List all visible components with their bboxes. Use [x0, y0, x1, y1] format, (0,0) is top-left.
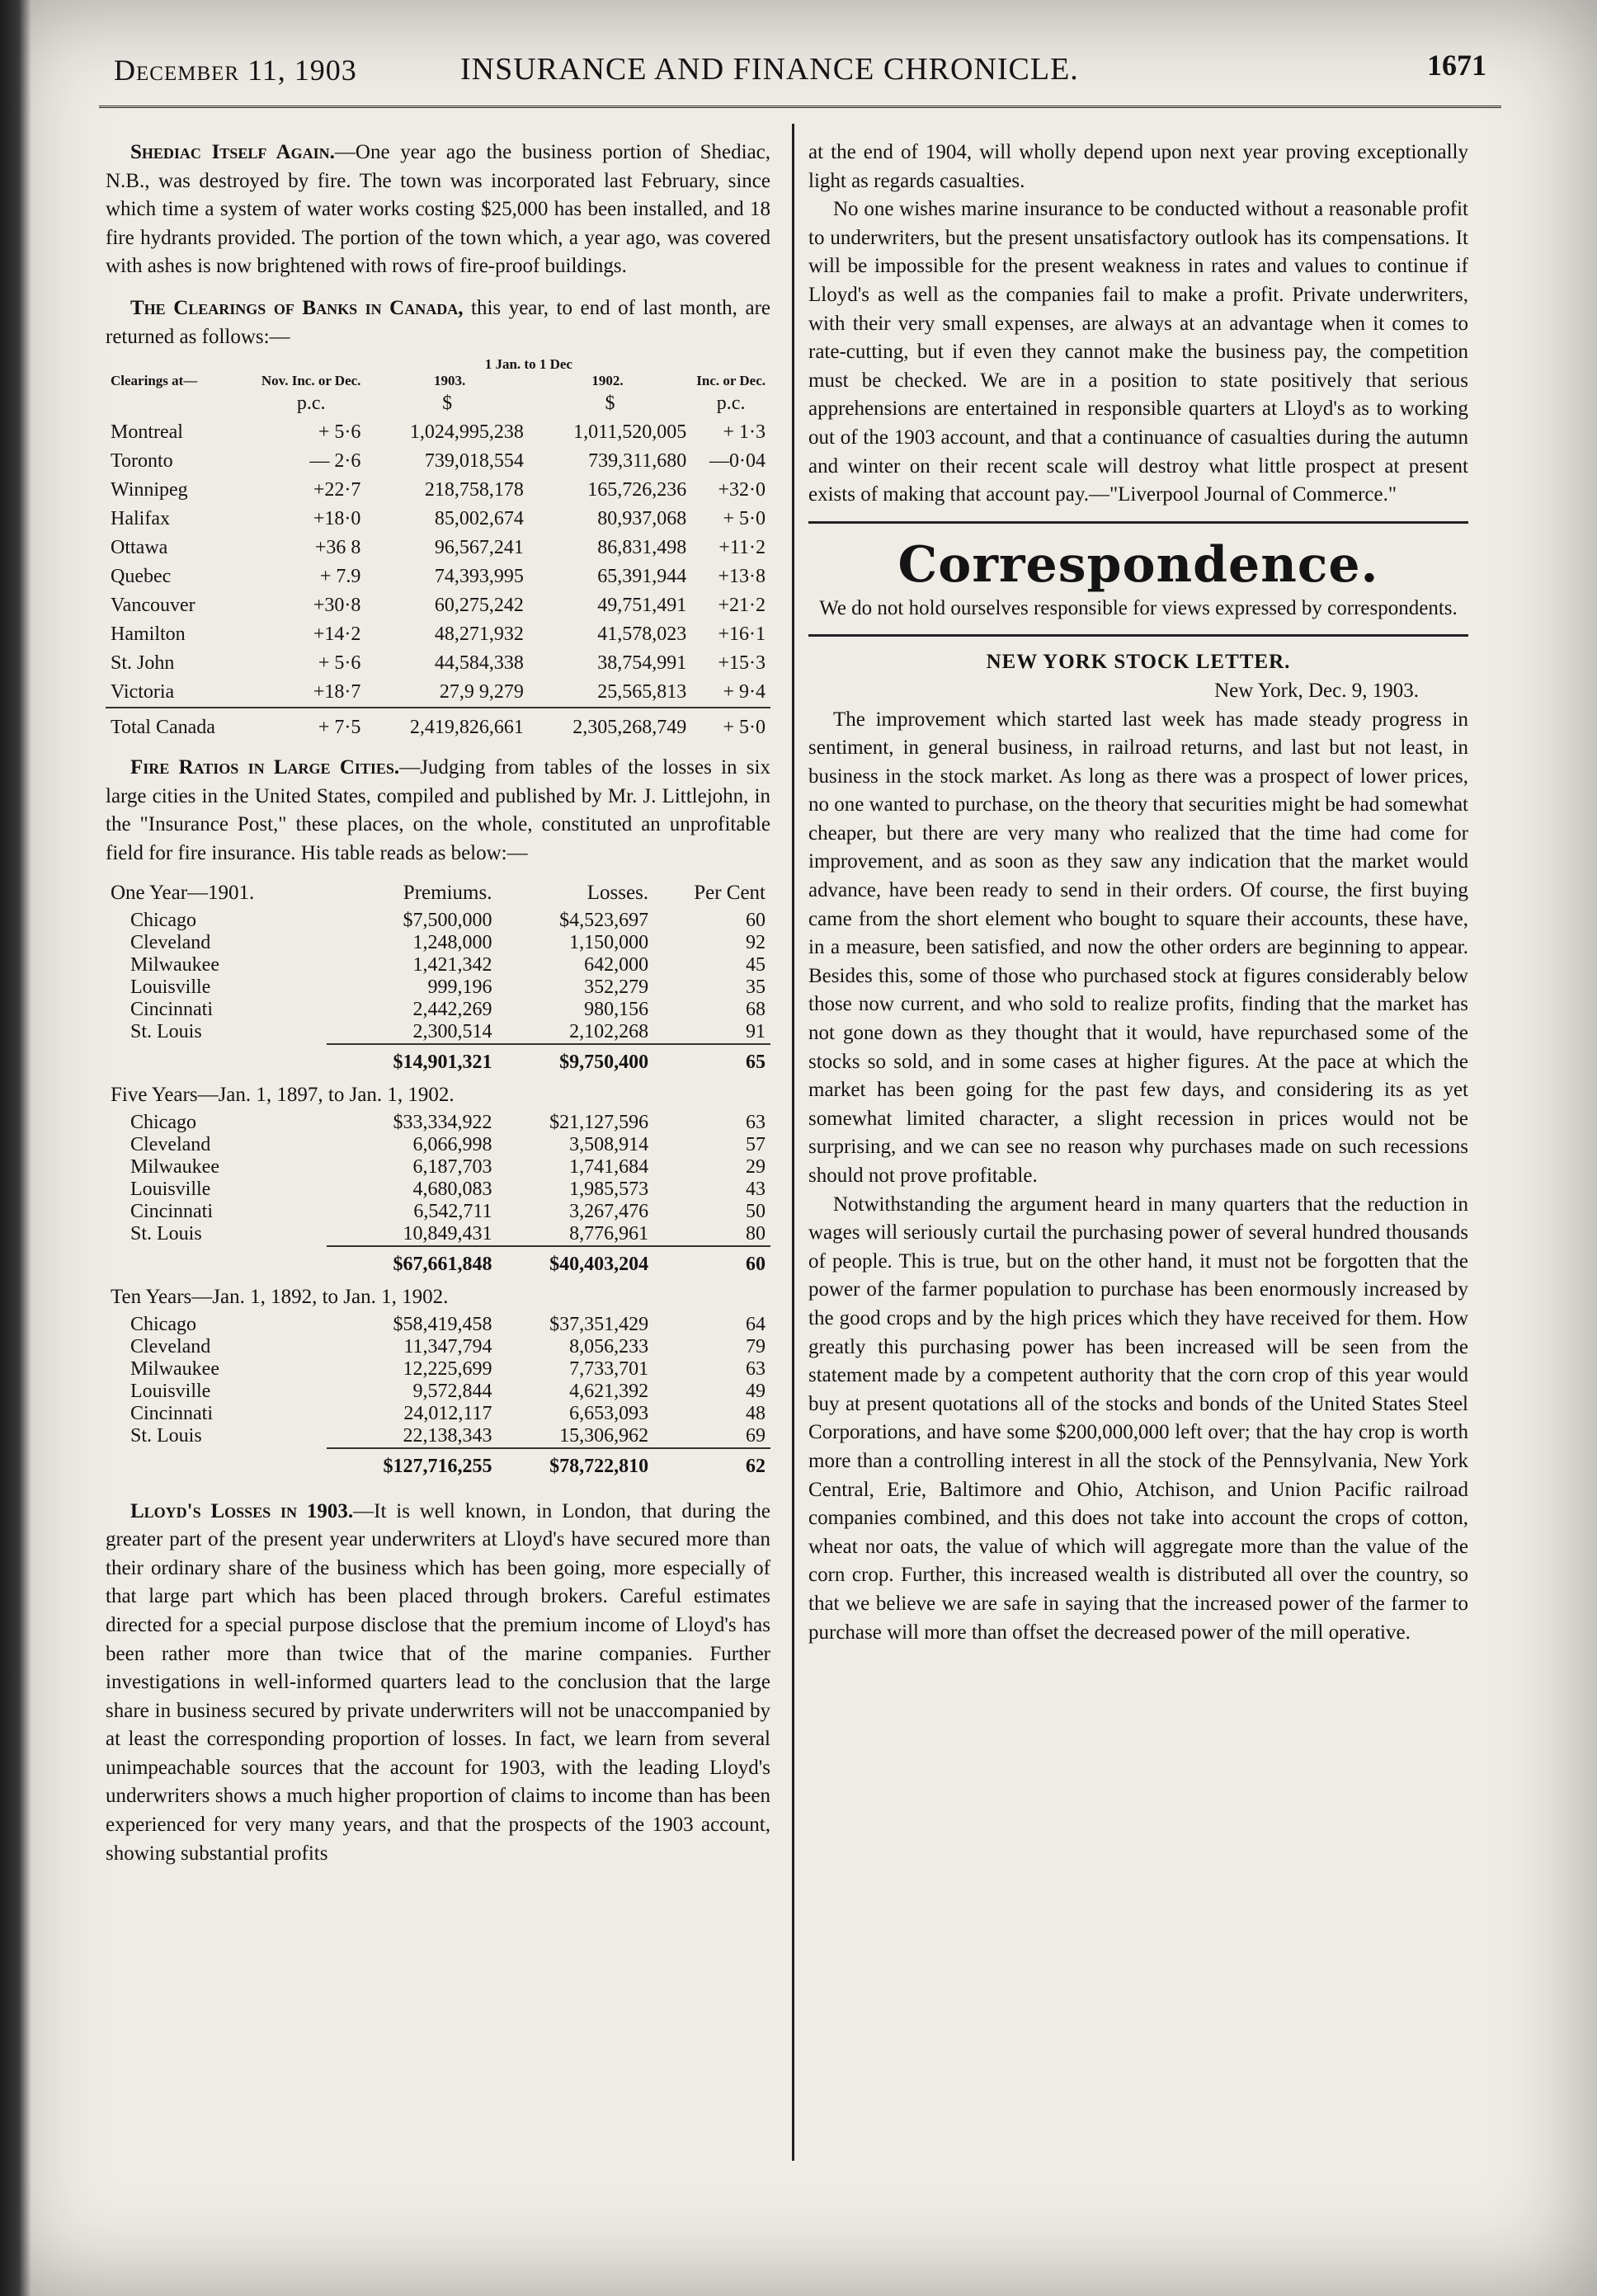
fire-total-pct: 60: [653, 1246, 770, 1281]
clearings-city: Victoria: [111, 681, 175, 703]
clearings-1902: 49,751,491: [597, 595, 687, 617]
fire-row: [106, 932, 770, 954]
fire-losses: $4,523,697: [559, 909, 649, 931]
clearings-nov: +22·7: [313, 479, 361, 501]
fire-pct: 69: [746, 1424, 766, 1447]
fire-premiums: 999,196: [427, 976, 492, 998]
fire-premiums: 6,542,711: [413, 1200, 492, 1222]
fire-row: [106, 1336, 770, 1358]
letter-dateline: New York, Dec. 9, 1903.: [1214, 679, 1419, 702]
col-jan-group: [365, 356, 691, 389]
clearings-row: [106, 562, 770, 591]
fire-losses: $37,351,429: [549, 1313, 649, 1335]
fire-premiums-header: Premiums.: [403, 881, 492, 904]
clearings-article: [106, 294, 770, 351]
fire-losses-header: Losses.: [587, 881, 649, 904]
fire-pct: 79: [746, 1335, 766, 1357]
fire-city: Louisville: [130, 976, 211, 998]
fire-group-label: One Year—1901.: [111, 881, 255, 904]
clearings-nov: + 5·6: [318, 421, 361, 444]
fire-city: Louisville: [130, 1380, 211, 1402]
total-label: Total Canada: [106, 708, 257, 742]
fire-pct: 92: [746, 931, 766, 953]
clearings-1903: 74,393,995: [434, 566, 524, 588]
fire-row: [106, 976, 770, 999]
column-divider: [792, 124, 794, 2161]
clearings-nov: +18·0: [313, 508, 361, 530]
fire-row: [106, 1156, 770, 1179]
fire-city: St. Louis: [130, 1021, 202, 1043]
fire-row: [106, 1134, 770, 1156]
fire-group-header: [106, 877, 770, 910]
fire-ratios-heading: Fire Ratios in Large Cities.: [130, 756, 400, 779]
fire-ratios-body: —Judging from tables of the losses in six large cities in the United States, compiled and published by Mr. J. Littlejohn, in the "Insurance Post," these places, on the whole, constituted an unprofitable field for fire insurance. His table reads as below:—: [106, 756, 770, 864]
fire-pct: 60: [746, 909, 766, 931]
total-inc: + 5·0: [691, 708, 770, 742]
clearings-city: Quebec: [111, 566, 172, 588]
fire-pct: 35: [746, 976, 766, 998]
header-title: INSURANCE AND FINANCE CHRONICLE.: [460, 52, 1079, 87]
fire-total-row: [106, 1246, 770, 1281]
clearings-1902: 165,726,236: [587, 479, 687, 501]
unit-pc: p.c.: [716, 393, 746, 415]
fire-losses: 7,733,701: [569, 1357, 649, 1380]
clearings-rows: [106, 418, 770, 708]
clearings-city: Halifax: [111, 508, 170, 530]
fire-total-losses: $40,403,204: [497, 1246, 653, 1281]
fire-total-row: [106, 1044, 770, 1079]
fire-ratios-table: [106, 877, 770, 1483]
fire-losses: 3,267,476: [569, 1200, 649, 1222]
clearings-city: Vancouver: [111, 595, 196, 617]
total-1903: 2,419,826,661: [365, 708, 528, 742]
lloyds-body: —It is well known, in London, that during the greater part of the present year underwriters at Lloyd's have secured more than their ordinary share of the business which has been going, more especially of that large part which has been placed through brokers. Careful estimates directed for a special purpose disclose that the premium income of Lloyd's has been rather more than twice that of the marine companies. Further investigations in well-informed quarters lead to the conclusion that the large share in business secured by private underwriters will not be unaccompanied by at least the corresponding proportion of losses. In fact, we learn from several unimpeachable sources that the account for 1903, with the leading Lloyd's underwriters shows a much higher proportion of claims to income than has been experienced for very many years, and that the prospects of the 1903 account, showing substantial profits: [106, 1499, 770, 1865]
fire-row: [106, 999, 770, 1021]
fire-city: Cleveland: [130, 1335, 211, 1357]
clearings-table: [106, 356, 770, 742]
fire-premiums: 10,849,431: [403, 1222, 492, 1244]
letter-paragraph-2: Notwithstanding the argument heard in many quarters that the reduction in wages will seriously curtail the purchasing power of several hundred thousands of people. This is true, but on the other hand, it must not be forgotten that the power of the farmer population to purchase has been enormously increased by the good crops and by the high prices which they have received for them. How greatly this purchasing power has been increased will be seen from the statement made by a competent authority that the corn crop of this year would buy at present quotations all of the stocks and bonds of the United States Steel Corporations, and have some $200,000,000 left over; that the hay crop is worth more than a controlling interest in all the stock of the Pennsylvania, New York Central, Erie, Baltimore and Ohio, Atchison, and Union Pacific railroad companies combined, and this does not take into account the crops of cotton, wheat nor oats, the value of which will aggregate more than the value of the corn crop. Further, this increased wealth is distributed all over the country, so that we believe we are safe in saying that the increased power of the farmer to purchase will more than offset the decreased power of the mill operative.: [808, 1193, 1468, 1644]
clearings-1902: 739,311,680: [588, 450, 687, 473]
fire-total-premiums: $14,901,321: [327, 1044, 497, 1079]
fire-city: Chicago: [130, 1111, 196, 1133]
clearings-1902: 41,578,023: [597, 623, 687, 646]
clearings-1902: 86,831,498: [597, 537, 687, 559]
fire-row: [106, 1425, 770, 1448]
right-column: [808, 139, 1468, 1647]
fire-total-losses: $78,722,810: [497, 1448, 653, 1483]
fire-losses: 2,102,268: [569, 1020, 649, 1042]
fire-pct: 63: [746, 1357, 766, 1380]
col-1903: 1903.: [434, 373, 466, 389]
clearings-city: Winnipeg: [111, 479, 188, 501]
col-nov: Nov. Inc. or Dec.: [261, 373, 361, 389]
fire-row: [106, 1403, 770, 1425]
clearings-nov: + 7.9: [319, 566, 361, 588]
clearings-nov: +30·8: [313, 595, 361, 617]
fire-total-premiums: $67,661,848: [327, 1246, 497, 1281]
clearings-city: Toronto: [111, 450, 173, 473]
fire-premiums: $33,334,922: [393, 1111, 492, 1133]
fire-losses: 8,056,233: [569, 1335, 649, 1357]
fire-premiums: 6,066,998: [412, 1133, 492, 1155]
clearings-city: Hamilton: [111, 623, 186, 646]
fire-losses: 15,306,962: [559, 1424, 649, 1447]
clearings-row: [106, 620, 770, 649]
clearings-inc: +15·3: [718, 652, 766, 675]
col-clearings: Clearings at—: [111, 373, 198, 389]
clearings-1902: 25,565,813: [597, 681, 687, 703]
fire-losses: 980,156: [584, 998, 649, 1020]
clearings-1902: 80,937,068: [597, 508, 687, 530]
shediac-body: —One year ago the business portion of Shediac, N.B., was destroyed by fire. The town was incorporated last February, since which time a system of water works costing $25,000 has been installed, and 18 fire hydrants provided. The portion of the town which, a year ago, was covered with ashes is now brightened with rows of fire-proof buildings.: [106, 141, 771, 278]
header-date: December 11, 1903: [114, 54, 357, 87]
lloyds-heading: Lloyd's Losses in 1903.: [130, 1499, 354, 1522]
fire-pct: 91: [746, 1020, 766, 1042]
fire-row: [106, 954, 770, 976]
fire-pct: 57: [746, 1133, 766, 1155]
left-column: [106, 139, 770, 1868]
clearings-nov: +18·7: [313, 681, 361, 703]
fire-row: [106, 1021, 770, 1044]
col-inc: Inc. or Dec.: [696, 373, 766, 389]
fire-premiums: 6,187,703: [412, 1155, 492, 1178]
page-header: [99, 48, 1501, 108]
clearings-1902: 38,754,991: [597, 652, 687, 675]
fire-losses: 3,508,914: [569, 1133, 649, 1155]
clearings-city: Montreal: [111, 421, 183, 444]
fire-total-premiums: $127,716,255: [327, 1448, 497, 1483]
fire-premiums: $7,500,000: [403, 909, 492, 931]
clearings-inc: +13·8: [718, 566, 766, 588]
fire-row: [106, 1179, 770, 1201]
fire-city: Milwaukee: [130, 953, 219, 976]
fire-city: St. Louis: [130, 1425, 202, 1447]
total-nov: + 7·5: [257, 708, 366, 742]
fire-pct: 43: [746, 1178, 766, 1200]
unit-dollar: $: [605, 393, 615, 415]
clearings-intro: this year, to end of last month, are returned as follows:—: [106, 296, 770, 348]
fire-total-pct: 65: [653, 1044, 770, 1079]
fire-row: [106, 1381, 770, 1403]
fire-total-row: [106, 1448, 770, 1483]
clearings-1902: 65,391,944: [597, 566, 687, 588]
section-rule: [808, 634, 1468, 637]
clearings-inc: +32·0: [718, 479, 766, 501]
correspondence-title: Correspondence.: [897, 535, 1379, 594]
fire-group-label: Five Years—Jan. 1, 1897, to Jan. 1, 1902.: [111, 1083, 455, 1106]
fire-premiums: 22,138,343: [403, 1424, 492, 1447]
fire-city: Chicago: [130, 909, 196, 931]
fire-losses: 6,653,093: [569, 1402, 649, 1424]
fire-premiums: 9,572,844: [412, 1380, 492, 1402]
fire-premiums: 2,442,269: [412, 998, 492, 1020]
fire-pct: 64: [746, 1313, 766, 1335]
fire-premiums: 11,347,794: [403, 1335, 492, 1357]
fire-pct: 45: [746, 953, 766, 976]
fire-city: Milwaukee: [130, 1357, 219, 1380]
clearings-heading: The Clearings of Banks in Canada,: [130, 296, 464, 319]
fire-row: [106, 1358, 770, 1381]
total-1902: 2,305,268,749: [529, 708, 691, 742]
fire-row: [106, 1201, 770, 1223]
lloyds-paragraph-2: No one wishes marine insurance to be conducted without a reasonable profit to underwriters, but the present unsatisfactory outlook has its compensations. It will be impossible for the present weakness in rates and values to continue if Lloyd's as well as the companies fail to make a profit. Private underwriters, with their very small expenses, are always at an advantage when it comes to rate-cutting, but if even they cannot make the business pay, the competition must be checked. We are in a position to state positively that serious apprehensions are entertained in responsible quarters at Lloyd's as to working out of the 1903 account, and that a continuance of casualties during the autumn and winter on their recent scale will destroy what little prospect at present exists of making that account pay.—"Liverpool Journal of Commerce.": [808, 198, 1468, 506]
fire-losses: 4,621,392: [569, 1380, 649, 1402]
clearings-1903: 739,018,554: [424, 450, 524, 473]
clearings-units-row: [106, 389, 770, 418]
fire-premiums: 24,012,117: [403, 1402, 492, 1424]
fire-percent-header: Per Cent: [694, 881, 766, 904]
clearings-1903: 85,002,674: [434, 508, 524, 530]
fire-city: Louisville: [130, 1178, 211, 1200]
fire-losses: 1,985,573: [569, 1178, 649, 1200]
clearings-inc: + 1·3: [723, 421, 766, 444]
fire-pct: 48: [746, 1402, 766, 1424]
fire-premiums: 1,421,342: [412, 953, 492, 976]
correspondence-note: We do not hold ourselves responsible for views expressed by correspondents.: [819, 596, 1458, 619]
clearings-inc: +16·1: [718, 623, 766, 646]
fire-premiums: $58,419,458: [393, 1313, 492, 1335]
clearings-total-row: [106, 708, 770, 742]
clearings-1903: 218,758,178: [424, 479, 524, 501]
clearings-city: Ottawa: [111, 537, 168, 559]
fire-city: Cleveland: [130, 931, 211, 953]
fire-row: [106, 1223, 770, 1246]
lloyds-article: [106, 1498, 770, 1869]
fire-losses: $21,127,596: [549, 1111, 649, 1133]
section-rule: [808, 521, 1468, 524]
clearings-nov: +14·2: [313, 623, 361, 646]
fire-group-label: Ten Years—Jan. 1, 1892, to Jan. 1, 1902.: [111, 1285, 449, 1308]
clearings-row: [106, 591, 770, 620]
fire-pct: 68: [746, 998, 766, 1020]
fire-pct: 63: [746, 1111, 766, 1133]
col-1902: 1902.: [591, 373, 624, 389]
clearings-city: St. John: [111, 652, 175, 675]
shediac-article: [106, 139, 770, 281]
fire-ratios-rows: [106, 877, 770, 1483]
clearings-inc: + 9·4: [723, 681, 766, 703]
clearings-1903: 48,271,932: [434, 623, 524, 646]
unit-pc: p.c.: [296, 393, 326, 415]
clearings-1903: 96,567,241: [434, 537, 524, 559]
fire-city: Cincinnati: [130, 1200, 213, 1222]
fire-row: [106, 1314, 770, 1336]
clearings-nov: — 2·6: [309, 450, 361, 473]
lloyds-continued: at the end of 1904, will wholly depend upon next year proving exceptionally light as regards casualties.: [808, 141, 1468, 192]
fire-premiums: 2,300,514: [412, 1020, 492, 1042]
fire-city: Milwaukee: [130, 1155, 219, 1178]
clearings-row: [106, 418, 770, 447]
clearings-row: [106, 649, 770, 678]
fire-ratios-article: [106, 754, 770, 868]
fire-group-header: [106, 1281, 770, 1314]
fire-premiums: 4,680,083: [412, 1178, 492, 1200]
letter-paragraph-1: The improvement which started last week has made steady progress in sentiment, in general business, in railroad returns, and last but not least, in business in the stock market. As long as there was a prospect of lower prices, no one wanted to purchase, on the theory that securities might be had somewhat cheaper, but there are very many who realized that the time had come for improvement, and as soon as they saw any indication that the market would advance, have been ready to send in their orders. Of course, the first buying came from the short element who bought to square their accounts, these have, in a measure, been satisfied, and now the other orders are beginning to appear. Besides this, some of those who purchased stock at figures considerably below those now current, and who sold to realize profits, finding that the market has not gone down as they thought that it would, have repurchased some of the stocks so sold, and in some cases at higher figures. At the pace at which the market has been going for the past few days, and considering its as yet somewhat limited character, a slight recession in prices would not be surprising, and we can see no reason why purchases made on such recessions should not prove profitable.: [808, 708, 1468, 1187]
clearings-row: [106, 447, 770, 476]
fire-pct: 80: [746, 1222, 766, 1244]
fire-premiums: 1,248,000: [412, 931, 492, 953]
fire-losses: 352,279: [584, 976, 649, 998]
fire-city: Cleveland: [130, 1133, 211, 1155]
clearings-inc: —0·04: [709, 450, 766, 473]
fire-losses: 8,776,961: [569, 1222, 649, 1244]
clearings-inc: +21·2: [718, 595, 766, 617]
clearings-1903: 60,275,242: [434, 595, 524, 617]
fire-total-losses: $9,750,400: [497, 1044, 653, 1079]
fire-losses: 642,000: [584, 953, 649, 976]
clearings-1902: 1,011,520,005: [573, 421, 687, 444]
letter-title: NEW YORK STOCK LETTER.: [986, 651, 1291, 674]
fire-city: Chicago: [130, 1313, 196, 1335]
col-jan-group-label: 1 Jan. to 1 Dec: [484, 356, 572, 373]
clearings-1903: 1,024,995,238: [409, 421, 524, 444]
clearings-row: [106, 678, 770, 708]
clearings-row: [106, 476, 770, 505]
fire-premiums: 12,225,699: [403, 1357, 492, 1380]
fire-total-pct: 62: [653, 1448, 770, 1483]
page-number: 1671: [1427, 49, 1486, 82]
fire-group-header: [106, 1079, 770, 1112]
clearings-1903: 27,9 9,279: [439, 681, 524, 703]
clearings-nov: +36 8: [314, 537, 361, 559]
fire-losses: 1,150,000: [569, 931, 649, 953]
clearings-1903: 44,584,338: [434, 652, 524, 675]
clearings-inc: + 5·0: [723, 508, 766, 530]
clearings-header-row: [106, 356, 770, 389]
fire-city: Cincinnati: [130, 998, 213, 1020]
fire-row: [106, 910, 770, 932]
fire-row: [106, 1112, 770, 1134]
fire-pct: 50: [746, 1200, 766, 1222]
unit-dollar: $: [442, 393, 453, 415]
shediac-heading: Shediac Itself Again.: [130, 141, 335, 163]
fire-losses: 1,741,684: [569, 1155, 649, 1178]
clearings-row: [106, 505, 770, 534]
clearings-inc: +11·2: [718, 537, 766, 559]
page-binding-edge: [0, 0, 31, 2296]
clearings-nov: + 5·6: [318, 652, 361, 675]
fire-pct: 29: [746, 1155, 766, 1178]
fire-pct: 49: [746, 1380, 766, 1402]
fire-city: Cincinnati: [130, 1402, 213, 1424]
clearings-row: [106, 534, 770, 562]
fire-city: St. Louis: [130, 1223, 202, 1245]
